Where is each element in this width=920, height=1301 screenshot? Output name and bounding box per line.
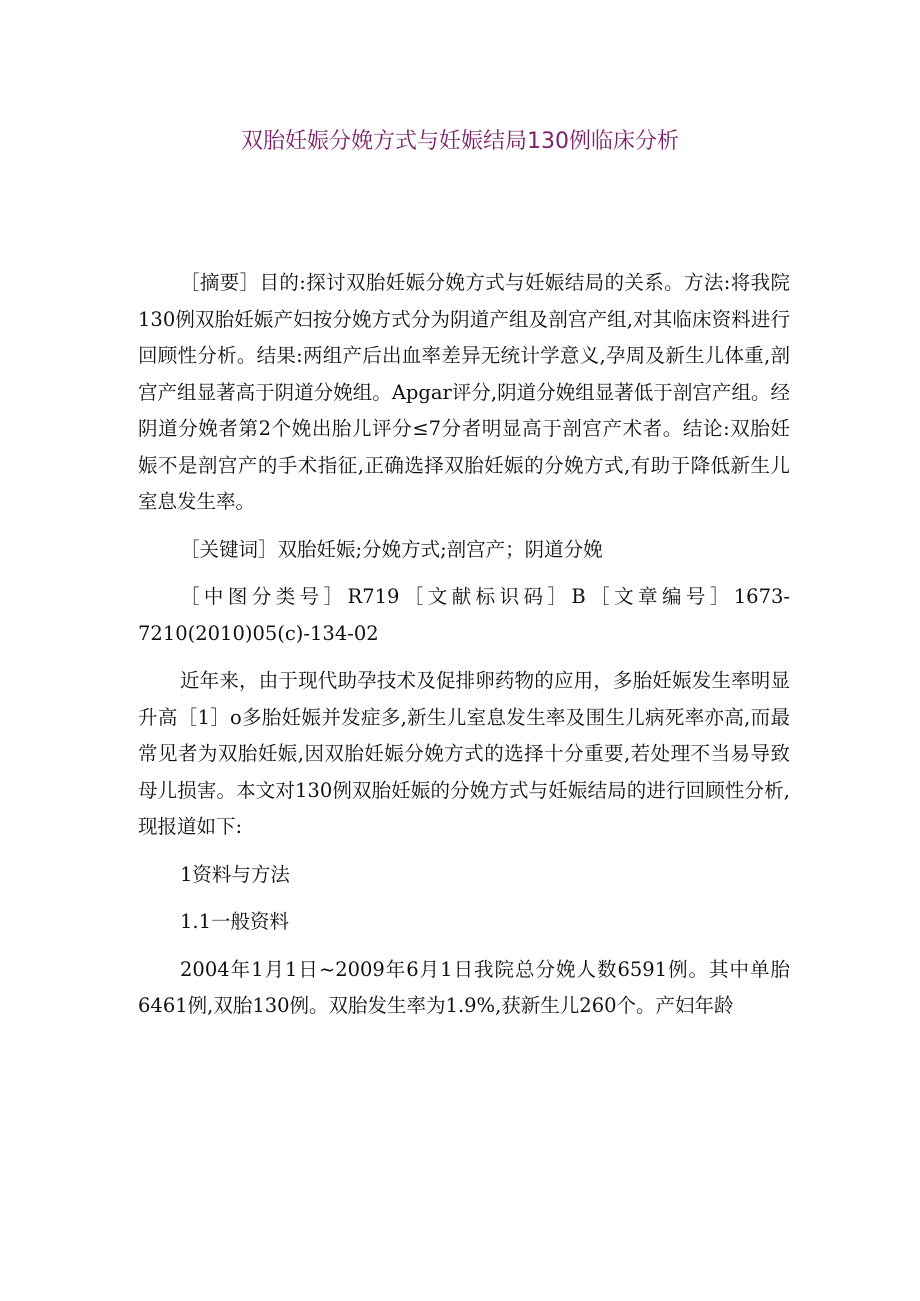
introduction-paragraph: 近年来，由于现代助孕技术及促排卵药物的应用，多胎妊娠发生率明显升高［1］o多胎妊娠并发症多,新生儿室息发生率及围生儿病死率亦高,而最常见者为双胎妊娠,因双胎妊娠分娩方式的选择十分重要,若处理不当易导致母儿损害。本文对130例双胎妊娠的分娩方式与妊娠结局的进行回顾性分析,现报道如下: bbox=[138, 669, 790, 838]
article-body bbox=[138, 265, 790, 1025]
general-data-paragraph: 2004年1月1日~2009年6月1日我院总分娩人数6591例。其中单胎6461例,双胎130例。双胎发生率为1.9%,获新生儿260个。产妇年龄 bbox=[138, 957, 790, 1017]
classification-paragraph: ［中图分类号］R719［文献标识码］B［文章编号］1673-7210(2010)05(c)-134-02 bbox=[138, 585, 790, 645]
keywords-paragraph: ［关键词］双胎妊娠;分娩方式;剖宫产；阴道分娩 bbox=[180, 537, 603, 561]
section-heading-methods: 1资料与方法 bbox=[180, 862, 290, 886]
article-title: 双胎妊娠分娩方式与妊娠结局130例临床分析 bbox=[241, 129, 679, 154]
subsection-heading-general-data: 1.1一般资料 bbox=[180, 910, 290, 933]
abstract-paragraph: ［摘要］目的:探讨双胎妊娠分娩方式与妊娠结局的关系。方法:将我院130例双胎妊娠产妇按分娩方式分为阴道产组及剖宫产组,对其临床资料进行回顾性分析。结果:两组产后出血率差异无统计学意义,孕周及新生儿体重,剖宫产组显著高于阴道分娩组。Apgar评分,阴道分娩组显著低于剖宫产组。经阴道分娩者第2个娩出胎儿评分≤7分者明显高于剖宫产术者。结论:双胎妊娠不是剖宫产的手术指征,正确选择双胎妊娠的分娩方式,有助于降低新生儿室息发生率。 bbox=[138, 271, 790, 513]
